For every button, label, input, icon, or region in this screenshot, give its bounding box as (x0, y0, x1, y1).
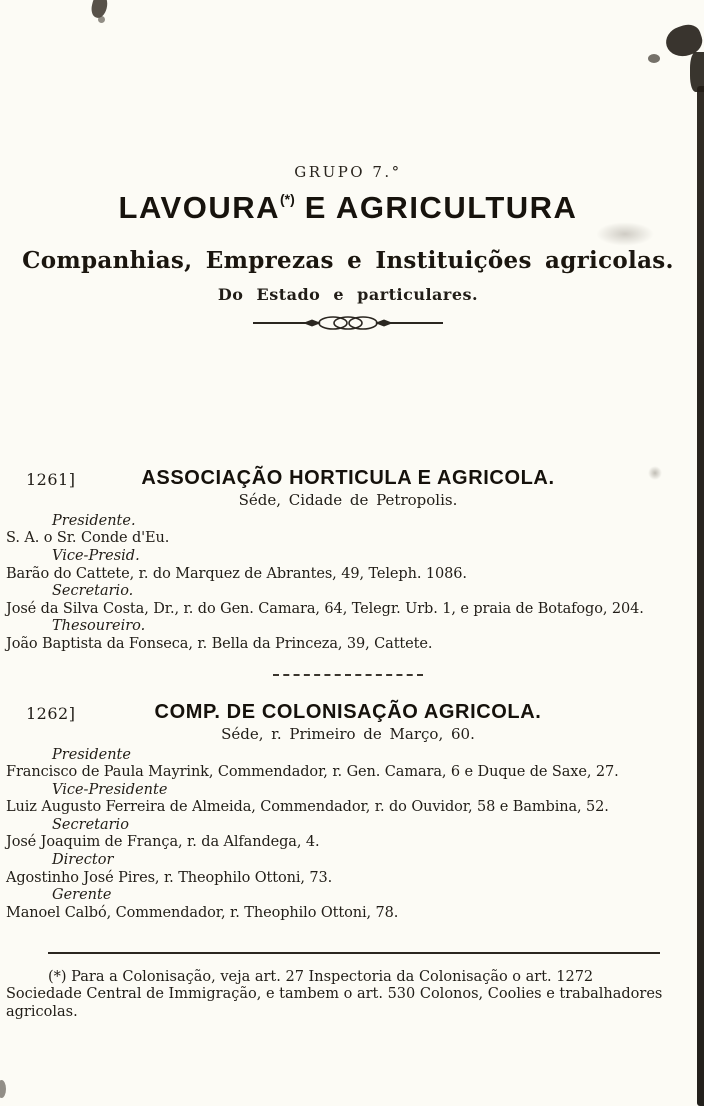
page-title-rest: E AGRICULTURA (304, 190, 578, 225)
role-label: Secretario. (52, 583, 134, 600)
role-label: Director (52, 852, 114, 869)
page-title-main: LAVOURA (118, 190, 281, 225)
scope-line: Do Estado e particulares. (217, 284, 479, 304)
footnote-marker: (*) (280, 191, 295, 207)
person-line: Francisco de Paula Mayrink, Commendador, r. Gen. Camara, 6 e Duque de Saxe, 27. (6, 764, 619, 781)
chain-ornament-icon (253, 315, 443, 331)
footnote-text: (*) Para a Colonisação, veja art. 27 Inspectoria da Colonisação o art. 1272 Sociedade Central de Immigração, e tambem o art. 530 Colonos, Coolies e trabalhadores agricolas. (6, 968, 663, 1020)
person-line: S. A. o Sr. Conde d'Eu. (6, 530, 170, 547)
footnote-rule (48, 952, 660, 954)
role-label: Secretario (52, 816, 129, 833)
entry-seat: Séde, Cidade de Petropolis. (238, 490, 458, 509)
entry-divider (273, 674, 423, 676)
entry-head (6, 467, 690, 490)
ornament-divider (6, 315, 690, 331)
directory-entry-1262 (6, 701, 690, 923)
entry-title: COMP. DE COLONISAÇÃO AGRICOLA. (154, 700, 542, 723)
directory-entry-1261 (6, 467, 690, 654)
person-line: José Joaquim de França, r. da Alfandega, 4. (6, 834, 320, 851)
entry-head (6, 701, 690, 724)
role-label: Presidente (52, 746, 131, 763)
group-label: GRUPO 7.° (294, 163, 402, 181)
role-label: Vice-Presid. (52, 547, 140, 564)
role-label: Vice-Presidente (52, 781, 168, 798)
person-line: João Baptista da Fonseca, r. Bella da Princeza, 39, Cattete. (6, 635, 433, 652)
person-line: José da Silva Costa, Dr., r. do Gen. Camara, 64, Telegr. Urb. 1, e praia de Botafogo, 204. (6, 600, 644, 617)
footnote (6, 952, 690, 1021)
entry-number: 1262] (26, 703, 76, 723)
masthead (6, 0, 690, 331)
role-label: Thesoureiro. (52, 618, 146, 635)
entry-number: 1261] (26, 469, 76, 489)
entry-lines (6, 747, 690, 923)
page-subtitle: Companhias, Emprezas e Instituições agricolas. (22, 246, 674, 274)
person-line: Luiz Augusto Ferreira de Almeida, Commendador, r. do Ouvidor, 58 e Bambina, 52. (6, 799, 609, 816)
role-label: Presidente. (52, 512, 136, 529)
entry-lines (6, 513, 690, 654)
role-label: Gerente (52, 887, 112, 904)
person-line: Manoel Calbó, Commendador, r. Theophilo Ottoni, 78. (6, 904, 399, 921)
entry-seat: Séde, r. Primeiro de Março, 60. (221, 724, 475, 743)
page-title (6, 190, 690, 226)
person-line: Barão do Cattete, r. do Marquez de Abrantes, 49, Teleph. 1086. (6, 565, 467, 582)
person-line: Agostinho José Pires, r. Theophilo Ottoni, 73. (6, 869, 333, 886)
entry-title: ASSOCIAÇÃO HORTICULA E AGRICOLA. (141, 466, 555, 489)
